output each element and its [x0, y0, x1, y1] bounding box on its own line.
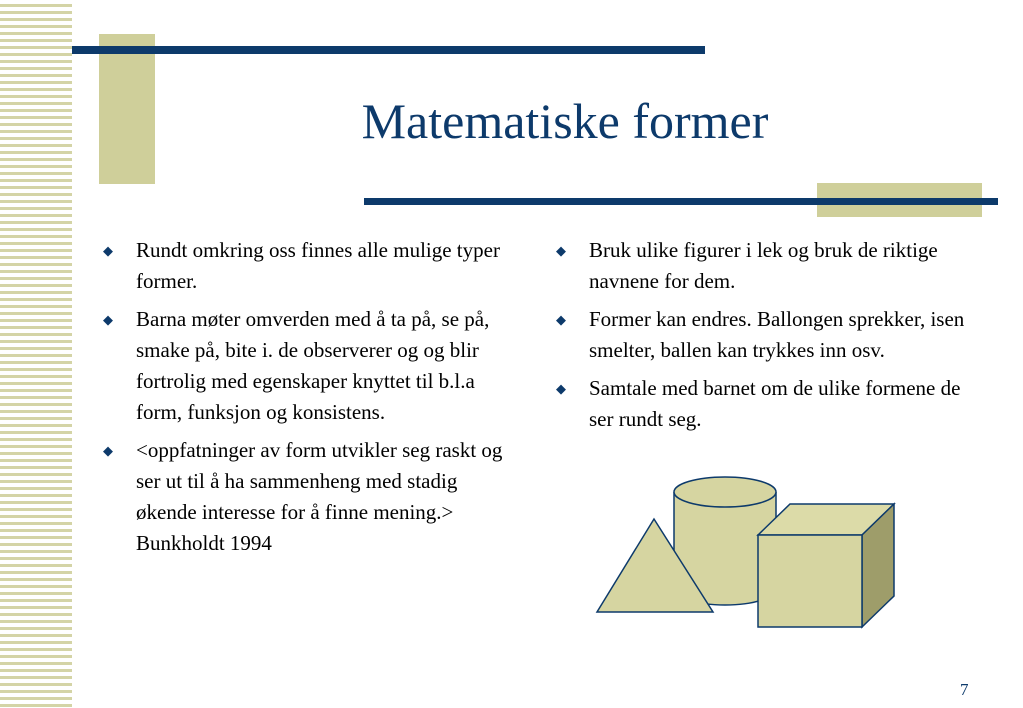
bullet-text: Samtale med barnet om de ulike formene de ser rundt seg. — [589, 376, 961, 431]
title-underline-rule — [364, 198, 998, 205]
diamond-bullet-icon: ◆ — [556, 312, 566, 327]
striped-margin-decoration — [0, 0, 72, 708]
vertical-accent-bar — [99, 34, 155, 184]
diamond-bullet-icon: ◆ — [103, 443, 113, 458]
diamond-bullet-icon: ◆ — [556, 381, 566, 396]
list-item — [556, 235, 976, 297]
bullet-text: Barna møter omverden med å ta på, se på, smake på, bite i. de observerer og og blir fortrolig med egenskaper knyttet til b.l.a form, funksjon og konsistens. — [136, 307, 490, 424]
list-item — [103, 304, 523, 428]
slide-title: Matematiske former — [361, 93, 769, 149]
page-number: 7 — [960, 680, 969, 699]
list-item — [556, 373, 976, 435]
diamond-bullet-icon: ◆ — [103, 312, 113, 327]
top-rule-line — [72, 46, 705, 54]
diamond-bullet-icon: ◆ — [556, 243, 566, 258]
left-bullet-list — [103, 235, 523, 566]
list-item — [556, 304, 976, 366]
right-bullet-list — [556, 235, 976, 442]
diamond-bullet-icon: ◆ — [103, 243, 113, 258]
bullet-text: Former kan endres. Ballongen sprekker, isen smelter, ballen kan trykkes inn osv. — [589, 307, 965, 362]
list-item — [103, 235, 523, 297]
bullet-text: <oppfatninger av form utvikler seg raskt og ser ut til å ha sammenheng med stadig økende interesse for å finne mening.> Bunkholdt 1994 — [136, 438, 503, 555]
cube-shape — [758, 504, 894, 627]
bullet-text: Rundt omkring oss finnes alle mulige typer former. — [136, 238, 500, 293]
geometric-shapes-illustration — [592, 476, 902, 636]
bullet-text: Bruk ulike figurer i lek og bruk de riktige navnene for dem. — [589, 238, 938, 293]
list-item — [103, 435, 523, 559]
